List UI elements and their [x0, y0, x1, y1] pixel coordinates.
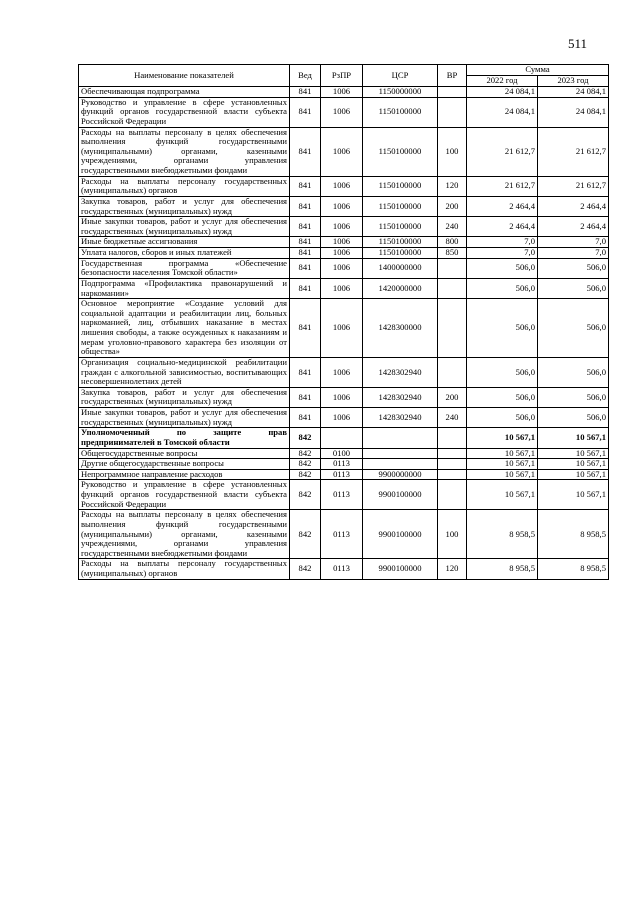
row-name: Закупка товаров, работ и услуг для обеспечения государственных (муниципальных) нужд: [79, 196, 290, 216]
table-row: [79, 248, 609, 259]
row-vr: 200: [438, 196, 467, 216]
row-rzpr: 0113: [321, 480, 363, 510]
row-rzpr: 0100: [321, 448, 363, 459]
row-name: Закупка товаров, работ и услуг для обеспечения государственных (муниципальных) нужд: [79, 387, 290, 407]
table-row: [79, 408, 609, 428]
row-ved: 841: [290, 387, 321, 407]
row-value-2023: 506,0: [538, 408, 609, 428]
row-rzpr: 0113: [321, 469, 363, 480]
row-value-2022: 7,0: [467, 248, 538, 259]
row-rzpr: 1006: [321, 196, 363, 216]
row-name: Основное мероприятие «Создание условий для социальной адаптации и реабилитации лиц, больных наркоманией, лиц, отбывших наказание в местах лишения свободы, а также осужденных к наказаниям и мерам уголовно-правового характера без изоляции от общества»: [79, 299, 290, 358]
row-csr: 1428302940: [363, 408, 438, 428]
row-name: Руководство и управление в сфере установленных функций органов государственной власти субъекта Российской Федерации: [79, 97, 290, 127]
header-ved: Вед: [290, 65, 321, 87]
row-vr: 100: [438, 127, 467, 176]
row-name: Иные бюджетные ассигнования: [79, 237, 290, 248]
table-row: [79, 87, 609, 98]
table-row: [79, 459, 609, 470]
row-vr: 120: [438, 176, 467, 196]
row-csr: 1428300000: [363, 299, 438, 358]
row-value-2022: 2 464,4: [467, 217, 538, 237]
row-rzpr: 1006: [321, 87, 363, 98]
row-rzpr: 1006: [321, 278, 363, 298]
table-body: [79, 87, 609, 580]
table-row: [79, 217, 609, 237]
row-value-2022: 10 567,1: [467, 459, 538, 470]
table-row: [79, 469, 609, 480]
row-vr: [438, 97, 467, 127]
header-rzpr: РзПР: [321, 65, 363, 87]
row-csr: 1150100000: [363, 237, 438, 248]
row-ved: 842: [290, 459, 321, 470]
row-name: Расходы на выплаты персоналу в целях обеспечения выполнения функций государственными (муниципальными) органами, казенными учреждениями, органами управления государственными внебюджетными фондами: [79, 510, 290, 559]
row-vr: 850: [438, 248, 467, 259]
row-name: Уплата налогов, сборов и иных платежей: [79, 248, 290, 259]
row-ved: 842: [290, 448, 321, 459]
row-value-2022: 506,0: [467, 357, 538, 387]
table-row: [79, 559, 609, 579]
row-vr: [438, 469, 467, 480]
row-ved: 841: [290, 97, 321, 127]
table-row: [79, 176, 609, 196]
row-value-2023: 7,0: [538, 248, 609, 259]
row-value-2022: 21 612,7: [467, 176, 538, 196]
budget-table: [78, 64, 609, 580]
row-ved: 842: [290, 428, 321, 448]
row-rzpr: 0113: [321, 510, 363, 559]
row-vr: 100: [438, 510, 467, 559]
row-csr: 1150100000: [363, 127, 438, 176]
row-value-2023: 24 084,1: [538, 87, 609, 98]
row-vr: [438, 428, 467, 448]
row-ved: 841: [290, 237, 321, 248]
row-vr: 240: [438, 408, 467, 428]
row-csr: 1150100000: [363, 196, 438, 216]
row-csr: [363, 448, 438, 459]
table-row: [79, 299, 609, 358]
row-value-2022: 506,0: [467, 258, 538, 278]
row-vr: 240: [438, 217, 467, 237]
row-rzpr: 1006: [321, 248, 363, 259]
row-name: Расходы на выплаты персоналу в целях обеспечения выполнения функций государственными (муниципальными) органами, казенными учреждениями, органами управления государственными внебюджетными фондами: [79, 127, 290, 176]
row-vr: [438, 87, 467, 98]
header-csr: ЦСР: [363, 65, 438, 87]
row-rzpr: 1006: [321, 237, 363, 248]
row-ved: 842: [290, 480, 321, 510]
row-name: Подпрограмма «Профилактика правонарушений и наркомании»: [79, 278, 290, 298]
row-vr: [438, 258, 467, 278]
row-csr: 1428302940: [363, 357, 438, 387]
header-2022: 2022 год: [467, 76, 538, 87]
row-name: Иные закупки товаров, работ и услуг для обеспечения государственных (муниципальных) нужд: [79, 408, 290, 428]
row-name: Уполномоченный по защите прав предпринимателей в Томской области: [79, 428, 290, 448]
row-ved: 842: [290, 469, 321, 480]
row-value-2023: 10 567,1: [538, 428, 609, 448]
row-csr: 1150100000: [363, 217, 438, 237]
row-value-2023: 10 567,1: [538, 448, 609, 459]
row-name: Обеспечивающая подпрограмма: [79, 87, 290, 98]
row-csr: 9900000000: [363, 469, 438, 480]
row-name: Организация социально-медицинской реабилитации граждан с алкогольной зависимостью, воспитывающих несовершеннолетних детей: [79, 357, 290, 387]
row-name: Расходы на выплаты персоналу государственных (муниципальных) органов: [79, 176, 290, 196]
row-ved: 841: [290, 217, 321, 237]
row-value-2023: 21 612,7: [538, 176, 609, 196]
table-row: [79, 258, 609, 278]
row-value-2022: 21 612,7: [467, 127, 538, 176]
row-value-2023: 8 958,5: [538, 510, 609, 559]
table-row: [79, 97, 609, 127]
row-name: Государственная программа «Обеспечение безопасности населения Томской области»: [79, 258, 290, 278]
row-vr: [438, 299, 467, 358]
row-value-2023: 8 958,5: [538, 559, 609, 579]
row-name: Расходы на выплаты персоналу государственных (муниципальных) органов: [79, 559, 290, 579]
row-value-2022: 10 567,1: [467, 469, 538, 480]
row-value-2022: 2 464,4: [467, 196, 538, 216]
row-value-2023: 21 612,7: [538, 127, 609, 176]
row-value-2023: 506,0: [538, 357, 609, 387]
row-csr: 1428302940: [363, 387, 438, 407]
page-number: 511: [568, 36, 588, 51]
row-rzpr: 0113: [321, 459, 363, 470]
row-rzpr: 1006: [321, 357, 363, 387]
row-name: Непрограммное направление расходов: [79, 469, 290, 480]
row-name: Другие общегосударственные вопросы: [79, 459, 290, 470]
row-ved: 841: [290, 176, 321, 196]
header-vr: ВР: [438, 65, 467, 87]
row-rzpr: 1006: [321, 408, 363, 428]
row-csr: 1420000000: [363, 278, 438, 298]
row-csr: 1150100000: [363, 97, 438, 127]
row-ved: 841: [290, 299, 321, 358]
table-header: [79, 65, 609, 87]
row-value-2023: 10 567,1: [538, 459, 609, 470]
table-row: [79, 480, 609, 510]
row-value-2023: 506,0: [538, 278, 609, 298]
table-row: [79, 196, 609, 216]
row-value-2022: 10 567,1: [467, 448, 538, 459]
row-value-2023: 2 464,4: [538, 196, 609, 216]
row-ved: 841: [290, 127, 321, 176]
table-row: [79, 127, 609, 176]
row-csr: 9900100000: [363, 510, 438, 559]
row-rzpr: 0113: [321, 559, 363, 579]
row-value-2022: 10 567,1: [467, 480, 538, 510]
row-ved: 841: [290, 357, 321, 387]
row-vr: [438, 448, 467, 459]
row-ved: 841: [290, 196, 321, 216]
table-row: [79, 428, 609, 448]
row-value-2023: 2 464,4: [538, 217, 609, 237]
row-value-2023: 506,0: [538, 299, 609, 358]
row-ved: 841: [290, 408, 321, 428]
table-row: [79, 237, 609, 248]
header-sum: Сумма: [467, 65, 609, 76]
row-value-2022: 10 567,1: [467, 428, 538, 448]
row-value-2022: 8 958,5: [467, 510, 538, 559]
row-value-2023: 24 084,1: [538, 97, 609, 127]
row-ved: 841: [290, 248, 321, 259]
row-rzpr: 1006: [321, 299, 363, 358]
row-vr: [438, 459, 467, 470]
row-vr: 800: [438, 237, 467, 248]
row-rzpr: 1006: [321, 97, 363, 127]
row-vr: 200: [438, 387, 467, 407]
row-csr: 1150100000: [363, 248, 438, 259]
row-csr: [363, 459, 438, 470]
header-name: Наименование показателей: [79, 65, 290, 87]
table-row: [79, 448, 609, 459]
table-row: [79, 387, 609, 407]
row-rzpr: 1006: [321, 127, 363, 176]
row-value-2022: 506,0: [467, 408, 538, 428]
row-name: Общегосударственные вопросы: [79, 448, 290, 459]
table-row: [79, 278, 609, 298]
row-value-2023: 7,0: [538, 237, 609, 248]
row-value-2023: 10 567,1: [538, 480, 609, 510]
row-name: Иные закупки товаров, работ и услуг для обеспечения государственных (муниципальных) нужд: [79, 217, 290, 237]
row-ved: 842: [290, 510, 321, 559]
row-ved: 842: [290, 559, 321, 579]
row-vr: [438, 278, 467, 298]
row-rzpr: 1006: [321, 258, 363, 278]
row-value-2022: 7,0: [467, 237, 538, 248]
row-rzpr: 1006: [321, 176, 363, 196]
row-csr: 9900100000: [363, 480, 438, 510]
table-row: [79, 510, 609, 559]
row-ved: 841: [290, 258, 321, 278]
row-csr: 1150000000: [363, 87, 438, 98]
row-name: Руководство и управление в сфере установленных функций органов государственной власти субъекта Российской Федерации: [79, 480, 290, 510]
header-2023: 2023 год: [538, 76, 609, 87]
row-csr: 9900100000: [363, 559, 438, 579]
row-csr: 1400000000: [363, 258, 438, 278]
row-value-2023: 506,0: [538, 387, 609, 407]
row-rzpr: [321, 428, 363, 448]
table-row: [79, 357, 609, 387]
row-rzpr: 1006: [321, 387, 363, 407]
row-ved: 841: [290, 87, 321, 98]
row-value-2022: 506,0: [467, 387, 538, 407]
row-csr: [363, 428, 438, 448]
row-value-2022: 506,0: [467, 299, 538, 358]
row-value-2022: 24 084,1: [467, 87, 538, 98]
row-vr: [438, 480, 467, 510]
row-vr: [438, 357, 467, 387]
row-value-2022: 506,0: [467, 278, 538, 298]
row-csr: 1150100000: [363, 176, 438, 196]
row-value-2023: 10 567,1: [538, 469, 609, 480]
row-value-2022: 24 084,1: [467, 97, 538, 127]
row-value-2023: 506,0: [538, 258, 609, 278]
row-value-2022: 8 958,5: [467, 559, 538, 579]
row-ved: 841: [290, 278, 321, 298]
row-rzpr: 1006: [321, 217, 363, 237]
row-vr: 120: [438, 559, 467, 579]
